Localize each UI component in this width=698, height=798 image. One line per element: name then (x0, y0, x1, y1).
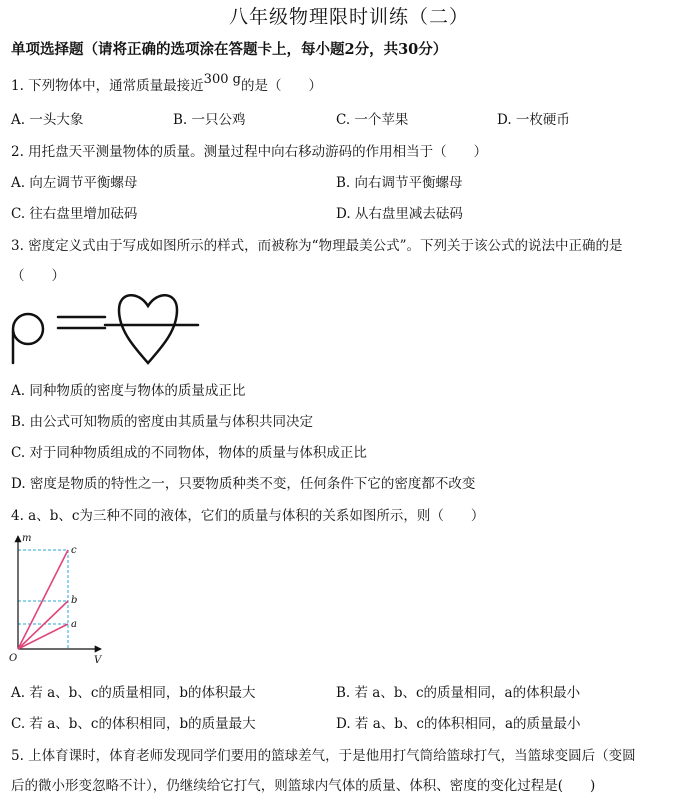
line-a (18, 624, 68, 649)
line-c-label: c (71, 545, 77, 556)
question-1-option-a: A. 一头大象 (11, 112, 84, 128)
m-axis-label: m (22, 533, 32, 544)
question-1-text-before: 1. 下列物体中，通常质量最接近 (11, 78, 204, 94)
line-b-label: b (71, 595, 78, 606)
question-1-mass: 300 g (203, 72, 241, 87)
question-5-stem-line1: 5. 上体育课时，体育老师发现同学们要用的篮球差气，于是他用打气筒给篮球打气，当篮球变圆后（变圆 (11, 748, 636, 764)
question-1-stem (11, 74, 322, 94)
section-heading: 单项选择题（请将正确的选项涂在答题卡上，每小题2分，共30分） (11, 41, 448, 58)
question-3-option-a: A. 同种物质的密度与物体的质量成正比 (11, 383, 246, 399)
question-4-option-d: D. 若 a、b、c的体积相同，a的质量最小 (336, 716, 581, 732)
question-1-text-after: 的是（ ） (240, 78, 322, 94)
question-4-option-a: A. 若 a、b、c的质量相同，b的体积最大 (11, 685, 256, 701)
question-3-option-c: C. 对于同种物质组成的不同物体，物体的质量与体积成正比 (11, 445, 367, 461)
question-1-option-c: C. 一个苹果 (336, 112, 409, 128)
line-c (18, 550, 68, 649)
density-formula-figure (8, 288, 203, 368)
question-4-option-b: B. 若 a、b、c的质量相同，a的体积最小 (336, 685, 581, 701)
question-3-option-d: D. 密度是物质的特性之一，只要物质种类不变，任何条件下它的密度都不改变 (11, 476, 476, 492)
line-b (18, 601, 68, 649)
question-3-stem-line1: 3. 密度定义式由于写成如图所示的样式，而被称为“物理最美公式”。下列关于该公式的说法中正确的是 (11, 238, 623, 254)
line-a-label: a (71, 619, 77, 630)
question-3-stem-line2: （ ） (11, 268, 65, 284)
question-2-option-a: A. 向左调节平衡螺母 (11, 175, 138, 191)
mass-volume-graph (6, 530, 111, 670)
question-2-option-d: D. 从右盘里减去砝码 (336, 206, 463, 222)
question-4-stem: 4. a、b、c为三种不同的液体，它们的质量与体积的关系如图所示，则（ ） (11, 508, 485, 524)
rho-loop (13, 314, 43, 344)
heart-shape (119, 295, 177, 363)
question-2-stem: 2. 用托盘天平测量物体的质量。测量过程中向右移动游码的作用相当于（ ） (11, 144, 488, 160)
question-2-option-c: C. 往右盘里增加砝码 (11, 206, 138, 222)
question-1-option-d: D. 一枚硬币 (497, 112, 570, 128)
v-axis-label: V (94, 655, 102, 666)
page-title: 八年级物理限时训练（二） (228, 6, 469, 28)
origin-label: O (9, 653, 18, 664)
question-3-option-b: B. 由公式可知物质的密度由其质量与体积共同决定 (11, 414, 314, 430)
question-5-stem-line2: 后的微小形变忽略不计），仍继续给它打气，则篮球内气体的质量、体积、密度的变化过程是( ) (11, 778, 596, 794)
question-4-option-c: C. 若 a、b、c的体积相同，b的质量最大 (11, 716, 256, 732)
question-1-option-b: B. 一只公鸡 (173, 112, 246, 128)
question-2-option-b: B. 向右调节平衡螺母 (336, 175, 463, 191)
